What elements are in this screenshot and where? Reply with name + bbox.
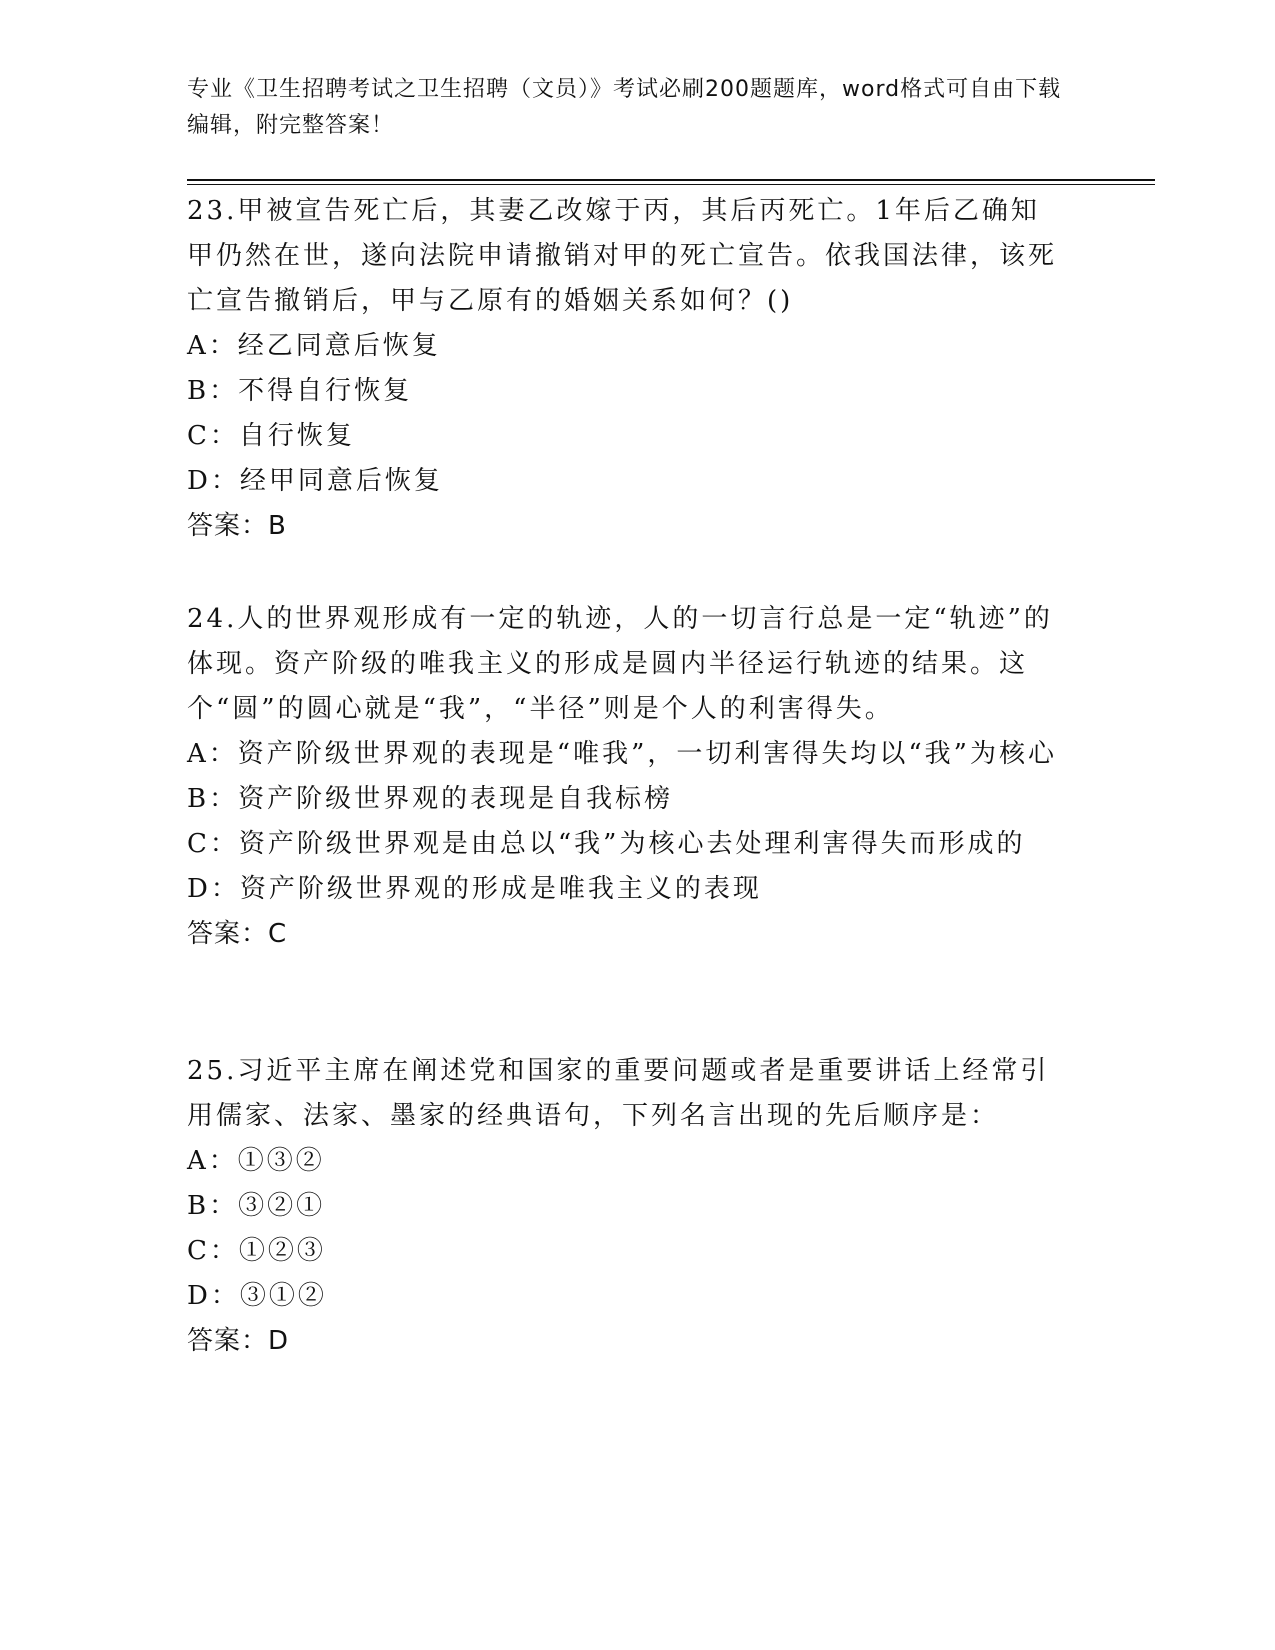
question-stem: 23.甲被宣告死亡后，其妻乙改嫁于丙，其后丙死亡。1年后乙确知甲仍然在世，遂向法院申请撤销对甲的死亡宣告。依我国法律，该死亡宣告撤销后，甲与乙原有的婚姻关系如何？() xyxy=(187,196,1058,316)
option-a: A：经乙同意后恢复 xyxy=(187,331,441,361)
question-25 xyxy=(187,1049,1067,1364)
answer-text: 答案：B xyxy=(187,511,287,541)
header-rule-thick xyxy=(187,179,1155,181)
option-b: B：不得自行恢复 xyxy=(187,376,413,406)
question-stem: 24.人的世界观形成有一定的轨迹，人的一切言行总是一定“轨迹”的体现。资产阶级的唯我主义的形成是圆内半径运行轨迹的结果。这个“圆”的圆心就是“我”，“半径”则是个人的利害得失。 xyxy=(187,604,1053,724)
option-a: A：①③② xyxy=(187,1146,325,1176)
document-header: 专业《卫生招聘考试之卫生招聘（文员）》考试必刷200题题库，word格式可自由下载编辑，附完整答案！ xyxy=(187,77,1062,138)
option-d: D：③①② xyxy=(187,1281,327,1311)
answer-text: 答案：D xyxy=(187,1326,290,1356)
answer-text: 答案：C xyxy=(187,919,288,949)
header-rule-thin xyxy=(187,184,1155,185)
option-d: D：资产阶级世界观的形成是唯我主义的表现 xyxy=(187,874,762,904)
question-24 xyxy=(187,597,1067,957)
option-c: C：自行恢复 xyxy=(187,421,355,451)
option-c: C：①②③ xyxy=(187,1236,326,1266)
option-b: B：资产阶级世界观的表现是自我标榜 xyxy=(187,784,674,814)
option-c: C：资产阶级世界观是由总以“我”为核心去处理利害得失而形成的 xyxy=(187,829,1026,859)
option-b: B：③②① xyxy=(187,1191,326,1221)
option-d: D：经甲同意后恢复 xyxy=(187,466,443,496)
option-a: A：资产阶级世界观的表现是“唯我”，一切利害得失均以“我”为核心 xyxy=(187,739,1057,769)
question-23 xyxy=(187,189,1067,549)
question-stem: 25.习近平主席在阐述党和国家的重要问题或者是重要讲话上经常引用儒家、法家、墨家的经典语句，下列名言出现的先后顺序是： xyxy=(187,1056,1050,1131)
